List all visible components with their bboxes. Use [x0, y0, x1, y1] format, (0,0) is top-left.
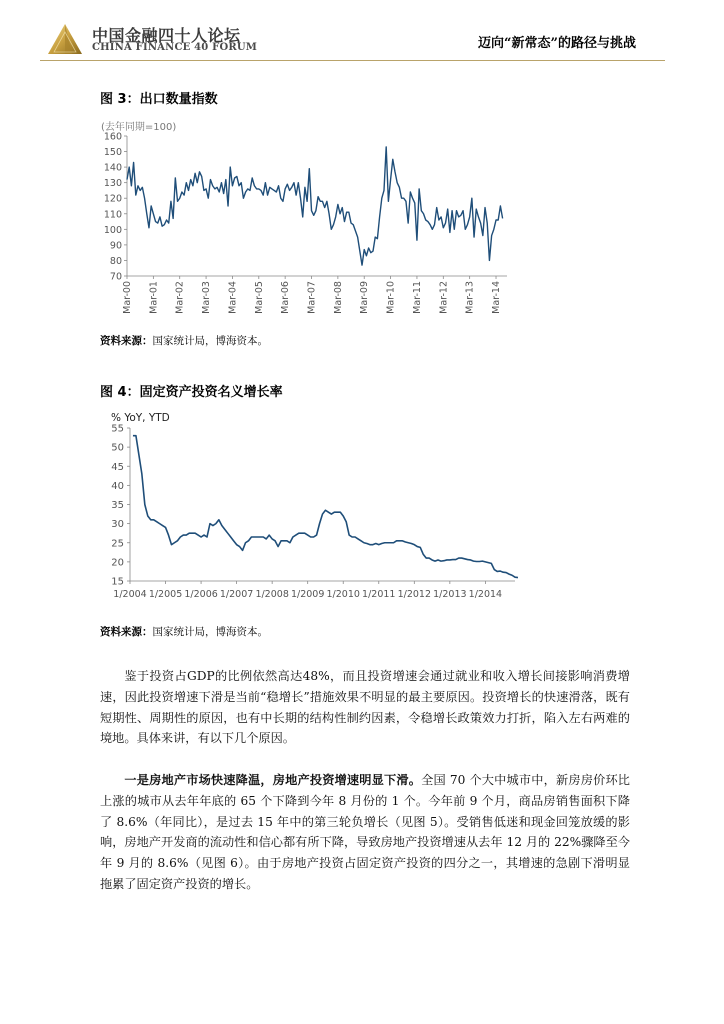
- body-paragraph-2: [100, 770, 630, 895]
- figure-4-series-line: [133, 436, 518, 578]
- figure-3-x-tick-label: Mar-14: [491, 281, 503, 314]
- figure-4-y-tick-label: 50: [111, 442, 124, 454]
- figure-4-y-tick-label: 20: [111, 557, 124, 569]
- figure-3-x-tick-label: Mar-02: [174, 281, 186, 314]
- figure-4-line-chart: [95, 405, 525, 610]
- figure-3-x-tick-label: Mar-06: [280, 281, 292, 314]
- figure-3-source-text: 国家统计局，博海资本。: [152, 335, 268, 347]
- org-name-cn: 中国金融四十人论坛: [92, 26, 241, 45]
- figure-3-x-tick-label: Mar-10: [385, 281, 397, 314]
- figure-4-x-tick-label: 1/2010: [326, 589, 360, 600]
- figure-3-x-tick-label: Mar-05: [253, 281, 265, 314]
- figure-4-x-tick-label: 1/2013: [433, 589, 467, 600]
- figure-3-y-tick-label: 120: [103, 193, 122, 205]
- figure-3-x-tick-label: Mar-09: [359, 281, 371, 314]
- figure-4-y-tick-label: 15: [111, 576, 124, 588]
- figure-3-x-tick-label: Mar-01: [148, 281, 160, 314]
- body-paragraph-1: 鉴于投资占GDP的比例依然高达48%，而且投资增速会通过就业和收入增长间接影响消费增速，因此投资增速下滑是当前“稳增长”措施效果不明显的最主要原因。投资增长的快速滑落，既有短期性、周期性的原因，也有中长期的结构性制约因素，令稳增长政策效力打折，陷入左右两难的境地。具体来讲，有以下几个原因。: [100, 669, 630, 746]
- figure-3-x-tick-label: Mar-13: [464, 281, 476, 314]
- figure-3-source-label: 资料来源：: [100, 335, 153, 347]
- figure-4-y-tick-label: 45: [111, 461, 124, 473]
- figure-3-series-line: [127, 147, 503, 265]
- figure-4-y-tick-label: 40: [111, 480, 124, 492]
- paragraph-2-lead: 一是房地产市场快速降温，房地产投资增速明显下滑。: [124, 773, 422, 787]
- figure-3-x-tick-label: Mar-04: [227, 281, 239, 314]
- figure-3-x-tick-label: Mar-11: [411, 281, 423, 314]
- figure-4-source-text: 国家统计局，博海资本。: [152, 626, 268, 638]
- figure-3-y-tick-label: 90: [109, 240, 122, 252]
- figure-3-y-tick-label: 150: [103, 147, 122, 159]
- figure-4-x-tick-label: 1/2007: [219, 589, 254, 600]
- figure-3-y-tick-label: 80: [109, 255, 122, 267]
- figure-4-x-tick-label: 1/2011: [362, 589, 396, 600]
- figure-3-source: [100, 333, 268, 348]
- figure-4-y-tick-label: 30: [111, 519, 124, 531]
- org-name-en: CHINA FINANCE 40 FORUM: [92, 42, 258, 53]
- figure-4-title: 图 4：固定资产投资名义增长率: [100, 385, 283, 400]
- figure-4-x-tick-label: 1/2014: [468, 589, 503, 600]
- figure-4-y-tick-label: 25: [111, 538, 124, 550]
- figure-3-title: 图 3：出口数量指数: [100, 92, 218, 107]
- figure-3-x-tick-label: Mar-03: [201, 281, 213, 314]
- figure-4-y-tick-label: 35: [111, 500, 124, 511]
- figure-3-y-tick-label: 130: [103, 178, 122, 190]
- paragraph-2-text: 全国 70 个大中城市中，新房房价环比上涨的城市从去年年底的 65 个下降到今年 8 月份的 1 个。今年前 9 个月，商品房销售面积下降了 8.6%（年同比），是过去 15 年中的第三轮负增长（见图 5）。受销售低迷和现金回笼放缓的影响，房地产开发商的流动性和信心都有所下降，导致房地产投资增速从去年 12 月的 22%骤降至今年 9 月的 8.6%（见图 6）。由于房地产投资占固定资产投资的四分之一，其增速的急剧下滑明显拖累了固定资产投资的增长。: [100, 773, 630, 891]
- figure-4-x-tick-label: 1/2008: [255, 589, 289, 600]
- figure-4-x-tick-label: 1/2009: [290, 589, 325, 600]
- figure-3-x-tick-label: Mar-07: [306, 281, 318, 314]
- figure-4-x-tick-label: 1/2005: [148, 589, 183, 600]
- figure-3-y-tick-label: 160: [103, 131, 122, 143]
- figure-3-y-tick-label: 100: [103, 224, 122, 236]
- figure-3-x-tick-label: Mar-00: [122, 281, 133, 314]
- header-divider: [40, 60, 665, 61]
- figure-3-x-tick-label: Mar-12: [438, 281, 450, 314]
- forum-logo-icon: [46, 22, 84, 56]
- figure-4-x-tick-label: 1/2004: [113, 589, 147, 600]
- figure-4-x-tick-label: 1/2012: [397, 589, 432, 600]
- figure-3-line-chart: [95, 116, 520, 331]
- figure-4-y-axis-title: % YoY, YTD: [111, 412, 170, 424]
- figure-4-source: [100, 624, 268, 639]
- figure-4-y-tick-label: 55: [111, 423, 124, 435]
- figure-3-x-tick-label: Mar-08: [332, 281, 344, 314]
- figure-4-source-label: 资料来源：: [100, 626, 153, 638]
- figure-4-x-tick-label: 1/2006: [184, 589, 218, 600]
- document-title: 迈向“新常态”的路径与挑战: [478, 36, 636, 51]
- figure-3-y-axis-title: (去年同期=100): [101, 122, 177, 133]
- figure-3-y-tick-label: 110: [103, 209, 122, 221]
- figure-3-y-tick-label: 70: [109, 271, 122, 283]
- figure-3-y-tick-label: 140: [103, 162, 122, 174]
